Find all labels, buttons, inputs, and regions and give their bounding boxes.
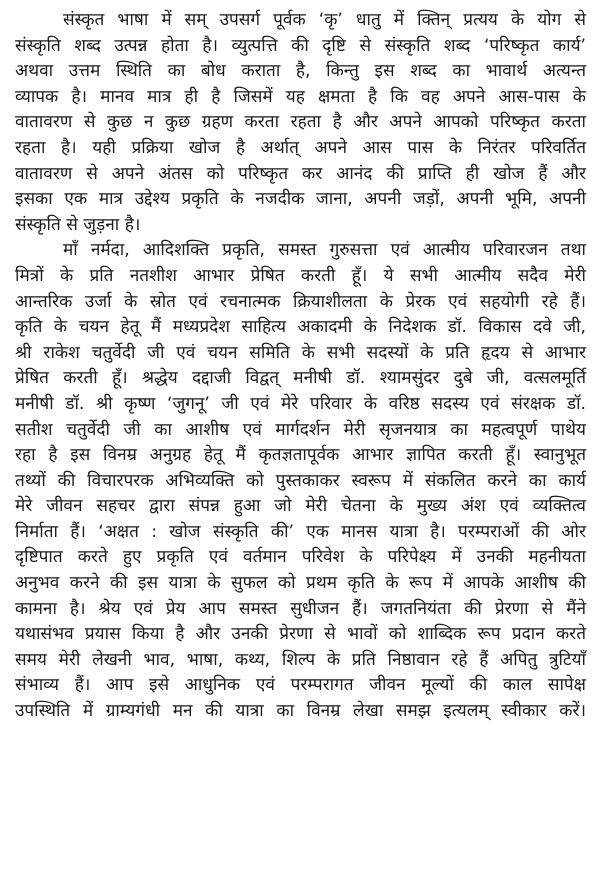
text-line: संस्कृति शब्द उत्पन्न होता है। व्युत्पत्ति की दृष्टि से संस्कृति शब्द ‘परिष्कृत कार्य’ xyxy=(15,35,586,56)
text-line xyxy=(15,776,586,802)
text-line xyxy=(15,725,586,751)
text-line: निर्माता हैं। ‘अक्षत : खोज संस्कृति की’ एक मानस यात्रा है। परम्पराओं की ओर xyxy=(15,521,586,542)
text-line: इसका एक मात्र उद्देश्य प्रकृति के नजदीक जाना, अपनी जड़ों, अपनी भूमि, अपनी xyxy=(15,189,586,210)
text-line: यथासंभव प्रयास किया है और उनकी प्रेरणा से भावों को शाब्दिक रूप प्रदान करते xyxy=(15,624,586,645)
text-line xyxy=(15,750,586,776)
text-line: मित्रों के प्रति नतशीश आभार प्रेषित करती हूँ। ये सभी आत्मीय सदैव मेरी xyxy=(15,265,586,286)
text-line xyxy=(15,827,586,853)
paragraph-2 xyxy=(15,238,586,852)
text-line: संस्कृति से जुड़ना है। xyxy=(15,214,141,235)
text-line: रहा है इस विनम्र अनुग्रह हेतू मैं कृतज्ञतापूर्वक आभार ज्ञापित करती हूँ। स्वानुभूत xyxy=(15,445,586,466)
text-line xyxy=(15,801,586,827)
text-line: श्री राकेश चतुर्वेदी जी एवं चयन समिति के सभी सदस्यों के प्रति हृदय से आभार xyxy=(15,342,586,363)
text-line: अथवा उत्तम स्थिति का बोध कराता है, किन्तु इस शब्द का भावार्थ अत्यन्त xyxy=(15,61,586,82)
text-line: आन्तरिक उर्जा के स्रोत एवं रचनात्मक क्रियाशीलता के प्रेरक एवं सहयोगी रहे हैं। xyxy=(15,291,586,312)
text-line: रहता है। यही प्रक्रिया खोज है अर्थात् अपने आस पास के निरंतर परिवर्तित xyxy=(15,137,586,158)
paragraph-1 xyxy=(15,8,586,238)
text-line: उपस्थिति में ग्राम्यगंधी मन की यात्रा का विनम्र लेखा समझ इत्यलम् स्वीकार करें। xyxy=(15,701,586,722)
text-line: संभाव्य हैं। आप इसे आधुनिक एवं परम्परागत जीवन मूल्यों की काल सापेक्ष xyxy=(15,675,586,696)
text-line: तथ्यों की विचारपरक अभिव्यक्ति को पुस्तकाकर स्वरूप में संकलित करने का कार्य xyxy=(15,470,586,491)
text-line: वातावरण से अपने अंतस को परिष्कृत कर आनंद की प्राप्ति ही खोज हैं और xyxy=(15,163,586,184)
text-line: अनुभव करने की इस यात्रा के सुफल को प्रथम कृति के रूप में आपके आशीष की xyxy=(15,573,586,594)
text-line: माँ नर्मदा, आदिशक्ति प्रकृति, समस्त गुरुसत्ता एवं आत्मीय परिवारजन तथा xyxy=(63,240,586,261)
text-line: व्यापक है। मानव मात्र ही है जिसमें यह क्षमता है कि वह अपने आस-पास के xyxy=(15,86,586,107)
text-line: मेरे जीवन सहचर द्वारा संपन्न हुआ जो मेरी चेतना के मुख्य अंश एवं व्यक्तित्व xyxy=(15,496,586,517)
text-line: मनीषी डॉ. श्री कृष्ण ‘जुगनू’ जी एवं मेरे परिवार के वरिष्ठ सदस्य एवं संरक्षक डॉ. xyxy=(15,393,586,414)
text-line: समय मेरी लेखनी भाव, भाषा, कथ्य, शिल्प के प्रति निष्ठावान रहे हैं अपितु त्रुटियाँ xyxy=(15,649,586,670)
text-line: दृष्टिपात करते हुए प्रकृति एवं वर्तमान परिवेश के परिपेक्ष्य में उनकी महनीयता xyxy=(15,547,586,568)
text-line: वातावरण से कुछ न कुछ ग्रहण करता रहता है और अपने आपको परिष्कृत करता xyxy=(15,112,586,133)
text-line: संस्कृत भाषा में सम् उपसर्ग पूर्वक ‘कृ’ धातु में क्तिन् प्रत्यय के योग से xyxy=(63,10,586,30)
text-line: कृति के चयन हेतू मैं मध्यप्रदेश साहित्य अकादमी के निदेशक डॉ. विकास दवे जी, xyxy=(15,317,586,338)
text-line: कामना है। श्रेय एवं प्रेय आप समस्त सुधीजन हैं। जगतनियंता की प्रेरणा से मैंने xyxy=(15,598,586,619)
text-line: सतीश चतुर्वेदी जी का आशीष एवं मार्गदर्शन मेरी सृजनयात्र का महत्वपूर्ण पाथेय xyxy=(15,419,586,440)
document-page xyxy=(15,8,586,853)
text-line: प्रेषित करती हूँ। श्रद्धेय दद्दाजी विद्वत् मनीषी डॉ. श्यामसुंदर दुबे जी, वत्सलमूर्ति xyxy=(15,368,586,389)
